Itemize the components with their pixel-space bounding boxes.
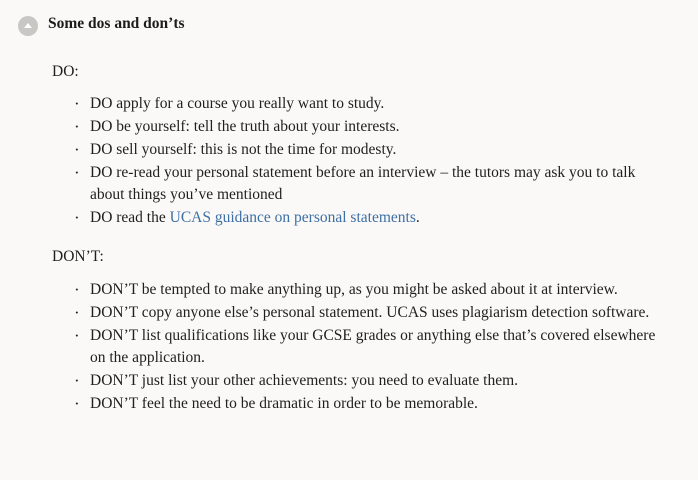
list-item: · DO re-read your personal statement before an interview – the tutors may ask you to talk about things you’ve mentioned — [74, 162, 670, 206]
list-item-with-link — [74, 207, 670, 229]
page-title: Some dos and don’ts — [48, 15, 185, 32]
dont-list — [52, 279, 670, 415]
do-heading: DO: — [52, 63, 79, 80]
list-item: · DON’T just list your other achievements: you need to evaluate them. — [74, 370, 670, 392]
dont-heading: DON’T: — [52, 248, 104, 266]
list-item: · DO be yourself: tell the truth about your interests. — [74, 116, 670, 138]
list-item: · DON’T copy anyone else’s personal statement. UCAS uses plagiarism detection software. — [74, 302, 670, 324]
link-prefix-text: DO read the — [90, 209, 170, 227]
link-suffix-text: . — [415, 209, 420, 227]
list-item: · DO sell yourself: this is not the time for modesty. — [74, 139, 670, 161]
list-item: · DON’T list qualifications like your GCSE grades or anything else that’s covered elsewhere on the application. — [74, 325, 670, 369]
section-header[interactable] — [18, 10, 680, 36]
list-item: · DO apply for a course you really want to study. — [74, 93, 670, 115]
ucas-guidance-link[interactable]: UCAS guidance on personal statements — [169, 209, 416, 227]
list-item: · DON’T feel the need to be dramatic in order to be memorable. — [74, 393, 670, 415]
do-list — [52, 93, 670, 229]
section-body — [18, 36, 680, 415]
chevron-up-icon[interactable] — [18, 16, 38, 36]
list-item: · DON’T be tempted to make anything up, as you might be asked about it at interview. — [74, 279, 670, 301]
